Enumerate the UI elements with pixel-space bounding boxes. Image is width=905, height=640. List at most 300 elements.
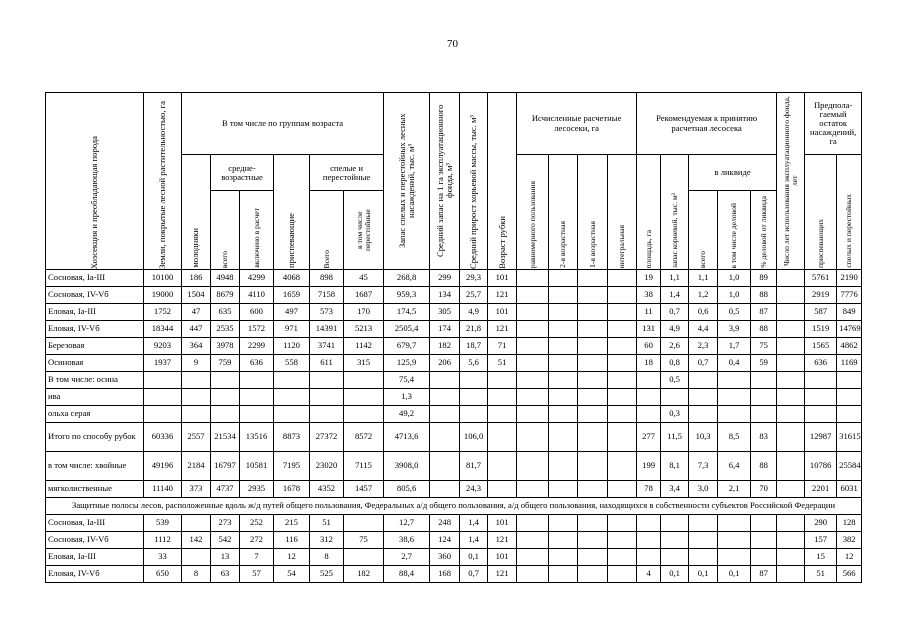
table-cell: 611 [310,355,344,372]
table-cell [608,270,637,287]
table-cell: 14769 [837,321,862,338]
table-row [46,338,862,355]
table-row [46,481,862,498]
table-cell: 12987 [805,423,837,452]
table-cell: 7195 [274,452,310,481]
table-cell [689,406,718,423]
table-cell: 10100 [144,270,182,287]
table-cell [608,452,637,481]
row-label: Сосновая, Iа-III [46,515,144,532]
table-cell: 959,3 [384,287,430,304]
table-cell: 174,5 [384,304,430,321]
table-cell [578,355,608,372]
table-cell: 1678 [274,481,310,498]
table-cell [182,515,211,532]
table-cell [777,321,805,338]
table-cell: 1572 [240,321,274,338]
table-cell [517,481,549,498]
table-cell [182,372,211,389]
table-cell: 4737 [211,481,240,498]
col-calc-even: равномерного пользования [517,155,549,270]
table-body-protective [46,515,862,583]
table-cell [211,406,240,423]
table-cell: 2,1 [718,481,751,498]
table-cell: 19000 [144,287,182,304]
table-cell: 168 [430,566,460,583]
table-cell [517,549,549,566]
table-cell: 186 [182,270,211,287]
table-cell: 121 [488,287,517,304]
table-cell [211,389,240,406]
table-cell [637,532,661,549]
table-cell: 7,3 [689,452,718,481]
col-liq-total: всего [689,191,718,270]
table-cell: 0,4 [718,355,751,372]
table-row [46,287,862,304]
table-cell [689,389,718,406]
table-cell: 4 [637,566,661,583]
table-cell: 447 [182,321,211,338]
table-cell [608,287,637,304]
table-cell [274,389,310,406]
table-cell [517,338,549,355]
table-row [46,304,862,321]
table-cell [608,338,637,355]
col-remainder: Предпола-гаемый остаток насаждений, га [805,93,862,155]
table-cell: 131 [637,321,661,338]
table-cell [488,423,517,452]
table-cell [718,532,751,549]
table-cell: 13516 [240,423,274,452]
table-cell [777,566,805,583]
table-cell: 11140 [144,481,182,498]
table-cell [578,321,608,338]
table-cell: 25584 [837,452,862,481]
table-cell: 12 [837,549,862,566]
col-liquid: в ликвиде [689,155,777,191]
table-cell: 16797 [211,452,240,481]
col-middle: средне-возрастные [211,155,274,191]
table-cell [517,452,549,481]
table-cell: 2201 [805,481,837,498]
row-label: Еловая, Iа-III [46,549,144,566]
table-cell: 199 [637,452,661,481]
table-cell: 7 [240,549,274,566]
table-cell: 373 [182,481,211,498]
table-cell: 0,7 [460,566,488,583]
table-cell [805,406,837,423]
row-label: Березовая [46,338,144,355]
table-cell [517,304,549,321]
table-cell: 88 [751,452,777,481]
table-cell: 3,9 [718,321,751,338]
table-cell: 88 [751,287,777,304]
table-cell [777,287,805,304]
table-cell: 12 [274,549,310,566]
table-cell [240,372,274,389]
table-cell: 4110 [240,287,274,304]
table-cell [549,423,578,452]
table-cell [777,372,805,389]
table-cell [578,389,608,406]
table-cell: 573 [310,304,344,321]
table-cell: 4068 [274,270,310,287]
table-cell [460,406,488,423]
table-cell [517,532,549,549]
table-cell [777,549,805,566]
table-cell: 0,3 [661,406,689,423]
section-title: Защитные полосы лесов, расположенные вдоль ж/д путей общего пользования, Федеральных а/д общего пользования, а/д общего пользования, находящихся в собственности субъектов Российской Федерации [46,498,862,515]
table-cell: 1112 [144,532,182,549]
table-cell: 70 [751,481,777,498]
table-cell: 2,3 [689,338,718,355]
table-cell: 25,7 [460,287,488,304]
table-cell [344,549,384,566]
table-cell: 15 [805,549,837,566]
table-cell: 252 [240,515,274,532]
table-cell: 24,3 [460,481,488,498]
table-cell [549,321,578,338]
row-label: в том числе: хвойные [46,452,144,481]
row-label: Сосновая, Iа-III [46,270,144,287]
table-row [46,355,862,372]
table-cell [777,481,805,498]
table-cell [637,515,661,532]
col-calc-2age: 2-я возрастная [549,155,578,270]
table-cell: 14391 [310,321,344,338]
row-label: Сосновая, IV-Vб [46,532,144,549]
table-cell [805,372,837,389]
table-cell: 5213 [344,321,384,338]
table-cell: 60336 [144,423,182,452]
table-cell: 4713,6 [384,423,430,452]
table-cell: 121 [488,321,517,338]
table-cell: 10786 [805,452,837,481]
table-cell: 27372 [310,423,344,452]
row-label: Сосновая, IV-Vб [46,287,144,304]
table-cell: 29,3 [460,270,488,287]
table-cell: 121 [488,566,517,583]
table-cell: 125,9 [384,355,430,372]
table-cell: 6031 [837,481,862,498]
row-label: ива [46,389,144,406]
row-label: В том числе: осина [46,372,144,389]
table-cell: 1,1 [689,270,718,287]
table-cell: 75 [751,338,777,355]
table-cell: 19 [637,270,661,287]
table-cell [608,355,637,372]
table-cell: 382 [837,532,862,549]
table-cell: 600 [240,304,274,321]
col-mature: спелые и перестойные [310,155,384,191]
table-cell: 3741 [310,338,344,355]
table-cell [751,372,777,389]
table-cell [488,452,517,481]
table-cell [430,389,460,406]
table-cell: 525 [310,566,344,583]
table-cell: 0,6 [689,304,718,321]
table-cell [182,389,211,406]
table-cell: 277 [637,423,661,452]
col-mature-total: Всего [310,191,344,270]
table-row [46,566,862,583]
table-cell [578,423,608,452]
table-cell: 33 [144,549,182,566]
table-cell [661,532,689,549]
table-cell [578,372,608,389]
table-cell: 805,6 [384,481,430,498]
table-cell: 636 [240,355,274,372]
table-cell [517,270,549,287]
table-cell: 971 [274,321,310,338]
table-cell: 142 [182,532,211,549]
col-middle-calc: включено в расчет [240,191,274,270]
table-cell: 63 [211,566,240,583]
col-rec-stock: запас корневой, тыс. м³ [661,155,689,270]
table-cell: 497 [274,304,310,321]
table-cell [718,372,751,389]
table-cell: 1937 [144,355,182,372]
table-cell: 360 [430,549,460,566]
col-age-groups: В том числе по группам возраста [182,93,384,155]
table-cell: 88,4 [384,566,430,583]
table-cell [751,406,777,423]
table-cell [608,304,637,321]
table-cell: 0,5 [718,304,751,321]
col-liq-percent: % деловой от ликвида [751,191,777,270]
table-cell: 290 [805,515,837,532]
table-cell [608,515,637,532]
table-cell: 1752 [144,304,182,321]
table-cell: 1169 [837,355,862,372]
table-cell: 3,4 [661,481,689,498]
table-cell [718,406,751,423]
table-cell [837,406,862,423]
col-area: Земли, покрытые лесной растительностью, га [144,93,182,270]
table-cell: 4,4 [689,321,718,338]
table-cell: 11 [637,304,661,321]
table-cell: 11,5 [661,423,689,452]
table-cell [549,515,578,532]
col-maturing: приспевающие [274,155,310,270]
table-cell: 116 [274,532,310,549]
table-cell: 10,3 [689,423,718,452]
table-cell [689,515,718,532]
table-cell [430,452,460,481]
table-cell: 4862 [837,338,862,355]
table-cell [608,481,637,498]
table-cell [144,406,182,423]
table-cell [777,304,805,321]
table-cell: 2184 [182,452,211,481]
table-cell: 7776 [837,287,862,304]
table-cell [549,372,578,389]
col-calc-1age: 1-я возрастная [578,155,608,270]
table-cell: 2,7 [384,549,430,566]
table-cell: 1519 [805,321,837,338]
table-cell: 12,7 [384,515,430,532]
table-cell: 558 [274,355,310,372]
table-cell: 636 [805,355,837,372]
table-cell [777,515,805,532]
table-cell [517,406,549,423]
table-cell [777,355,805,372]
table-cell [578,481,608,498]
table-cell: 71 [488,338,517,355]
table-cell [240,406,274,423]
table-cell [240,389,274,406]
table-cell [661,389,689,406]
table-cell: 759 [211,355,240,372]
table-cell: 10581 [240,452,274,481]
table-cell: 87 [751,304,777,321]
table-cell [430,372,460,389]
table-row [46,423,862,452]
table-cell: 0,7 [689,355,718,372]
table-cell: 2190 [837,270,862,287]
table-cell: 268,8 [384,270,430,287]
row-label: Еловая, Iа-III [46,304,144,321]
row-label: ольха серая [46,406,144,423]
table-cell [777,338,805,355]
table-cell [182,549,211,566]
table-cell: 18,7 [460,338,488,355]
table-cell [549,338,578,355]
col-mature-incl: в том числе перестойные [344,191,384,270]
table-cell [578,270,608,287]
table-cell: 0,1 [718,566,751,583]
table-cell: 8,1 [661,452,689,481]
table-cell: 1659 [274,287,310,304]
table-cell: 2299 [240,338,274,355]
table-cell: 7115 [344,452,384,481]
table-row [46,452,862,481]
table-cell: 60 [637,338,661,355]
table-row [46,532,862,549]
table-cell [608,549,637,566]
table-cell [549,452,578,481]
table-cell [578,406,608,423]
table-cell: 18344 [144,321,182,338]
table-cell: 89 [751,270,777,287]
table-cell: 59 [751,355,777,372]
table-cell: 305 [430,304,460,321]
table-cell: 101 [488,270,517,287]
table-cell: 7158 [310,287,344,304]
table-cell [751,549,777,566]
table-cell: 38 [637,287,661,304]
col-avg-growth: Средний прирост хорьевой массы, тыс. м³ [460,93,488,270]
table-cell [460,389,488,406]
table-row [46,321,862,338]
table-cell: 101 [488,304,517,321]
table-cell: 299 [430,270,460,287]
table-cell: 6,4 [718,452,751,481]
table-cell: 1565 [805,338,837,355]
table-cell: 206 [430,355,460,372]
table-cell [549,566,578,583]
col-species: Хозсекция и преобладающая порода [46,93,144,270]
table-cell [777,389,805,406]
table-cell: 650 [144,566,182,583]
table-cell: 47 [182,304,211,321]
table-cell: 1,1 [661,270,689,287]
table-cell: 0,8 [661,355,689,372]
table-cell [837,389,862,406]
table-cell: 2557 [182,423,211,452]
table-cell [549,287,578,304]
table-cell: 124 [430,532,460,549]
table-cell: 2,6 [661,338,689,355]
table-cell [777,532,805,549]
table-cell [578,566,608,583]
table-cell: 1,3 [384,389,430,406]
table-cell: 81,7 [460,452,488,481]
table-cell: 21,8 [460,321,488,338]
table-cell: 49,2 [384,406,430,423]
table-cell [608,532,637,549]
table-cell [211,372,240,389]
table-cell [637,406,661,423]
col-rec-area: площадь, га [637,155,661,270]
table-cell: 1142 [344,338,384,355]
table-cell: 8873 [274,423,310,452]
table-cell: 1,4 [661,287,689,304]
table-cell: 101 [488,549,517,566]
table-cell: 1,4 [460,532,488,549]
table-cell [777,406,805,423]
table-cell [661,549,689,566]
table-cell: 8679 [211,287,240,304]
table-cell [718,389,751,406]
table-cell: 4,9 [661,321,689,338]
table-cell [274,372,310,389]
table-cell [430,406,460,423]
table-cell [344,515,384,532]
table-cell [488,406,517,423]
table-cell [689,532,718,549]
table-cell [488,389,517,406]
table-row [46,549,862,566]
table-cell: 542 [211,532,240,549]
table-cell: 23020 [310,452,344,481]
table-cell [310,389,344,406]
row-label: Еловая, IV-Vб [46,566,144,583]
table-cell: 1687 [344,287,384,304]
table-cell [517,355,549,372]
table-cell: 78 [637,481,661,498]
table-cell: 3978 [211,338,240,355]
table-cell [549,389,578,406]
table-cell: 635 [211,304,240,321]
table-cell [637,389,661,406]
col-stock: Запас спелых и перестойных лесных насаждений, тыс. м³ [384,93,430,270]
table-cell [517,515,549,532]
table-cell [549,406,578,423]
table-cell: 51 [805,566,837,583]
table-cell [608,423,637,452]
table-cell: 157 [805,532,837,549]
table-cell: 4,9 [460,304,488,321]
table-cell [661,515,689,532]
table-cell [549,304,578,321]
table-cell [549,355,578,372]
col-calc-integral: интегральная [608,155,637,270]
table-cell [689,372,718,389]
table-cell [578,304,608,321]
col-young: молодняки [182,155,211,270]
table-cell: 8 [182,566,211,583]
